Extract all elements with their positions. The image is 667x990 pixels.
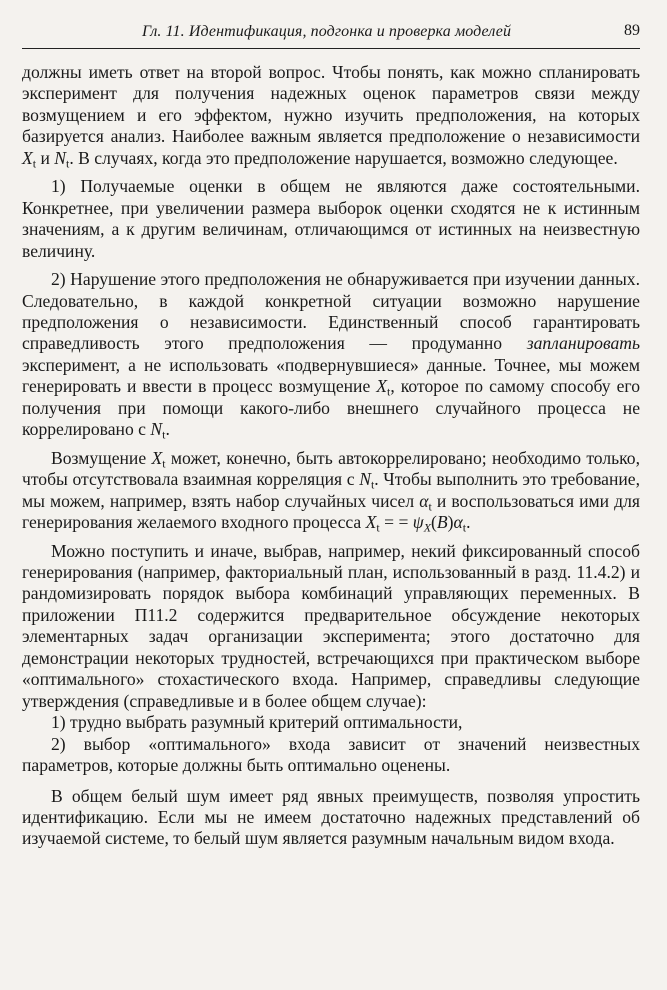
variable-alpha: α <box>419 490 429 511</box>
variable-x: X <box>376 376 388 397</box>
variable-x: X <box>151 447 163 468</box>
text-run: может, конечно, быть автокоррелировано; необходимо только, чтобы отсутствовала взаимная корреляция с <box>22 447 640 490</box>
text-run: и <box>36 147 55 168</box>
subscript: t <box>162 456 166 471</box>
paragraph-2: 1) Получаемые оценки в общем не являются даже состоятельными. Конкретнее, при увеличении размера выборок оценки сходятся не к истинным значениям, а к другим величинам, отличающимся от истинных на неизвестную величину. <box>22 176 640 261</box>
paragraph-8: В общем белый шум имеет ряд явных преимуществ, позволяя упростить идентификацию. Если мы не имеем достаточно надежных представлений об изучаемой системе, то белый шум является разумным начальным видом входа. <box>22 785 640 849</box>
text-run: 2) Нарушение этого предположения не обнаруживается при изучении данных. Следовательно, в каждой конкретной ситуации возможно нарушение предположения о независимости. Единственный способ гарантировать справедливость этого предположения — продуманно <box>22 269 640 354</box>
subscript: t <box>32 156 37 171</box>
variable-n: N <box>150 419 163 440</box>
variable-b: B <box>436 512 448 533</box>
text-run: Возмущение <box>51 447 152 468</box>
page-body <box>22 62 640 850</box>
paragraph-1 <box>22 62 640 169</box>
equals-sign: = = <box>379 512 413 533</box>
text-run: и воспользоваться ими для генерирования желаемого входного процесса <box>22 490 640 533</box>
subscript: t <box>428 498 432 513</box>
subscript: t <box>387 384 391 399</box>
text-run: . Чтобы выполнить это требование, мы можем, например, взять набор случайных чисел <box>22 469 640 511</box>
emphasis: запланировать <box>526 333 640 354</box>
text-run: должны иметь ответ на второй вопрос. Чтобы понять, как можно спланировать эксперимент для получения надежных оценок параметров связи между возмущением и его эффектом, нужно изучить предположения, на которых базируется анализ. Наиболее важным является предположение о независимости <box>22 62 640 147</box>
variable-n: N <box>54 147 67 168</box>
subscript: t <box>370 477 375 492</box>
variable-n: N <box>359 469 371 490</box>
paragraph-4 <box>22 448 640 534</box>
page-number: 89 <box>624 22 640 39</box>
subscript: X <box>423 520 432 535</box>
text-run: . <box>466 512 471 533</box>
variable-x: X <box>365 512 377 533</box>
variable-alpha: α <box>453 512 463 533</box>
paragraph-5: Можно поступить и иначе, выбрав, например, некий фиксированный способ генерирования (например, факториальный план, использованный в разд. 11.4.2) и рандомизировать порядок выбора комбинаций управляющих переменных. В приложении П11.2 содержится предварительное обсуждение некоторых элементарных задач организации эксперимента; этого достаточно для демонстрации некоторых трудностей, встречающихся при практическом выборе «оптимального» стохастического входа. Например, справедливы следующие утверждения (справедливые и в более общем случае): <box>22 540 640 711</box>
variable-psi: ψ <box>412 512 424 533</box>
subscript: t <box>162 427 166 442</box>
running-header <box>22 20 640 49</box>
text-run: , которое по самому способу его получения при помощи какого-либо внешнего случайного процесса не коррелировано с <box>22 376 640 440</box>
subscript: t <box>66 156 70 171</box>
list-item-2: 2) выбор «оптимального» входа зависит от значений неизвестных параметров, которые должны быть оптимально оценены. <box>22 733 640 776</box>
subscript: t <box>462 520 467 535</box>
paren-close: ) <box>447 512 454 533</box>
text-run: . В случаях, когда это предположение нарушается, возможно следующее. <box>69 147 618 168</box>
list-item-1: 1) трудно выбрать разумный критерий оптимальности, <box>51 712 463 733</box>
chapter-title: Гл. 11. Идентификация, подгонка и проверка моделей <box>142 23 512 40</box>
paragraph-3 <box>22 269 640 441</box>
paren-open: ( <box>431 512 437 533</box>
text-run: . <box>165 419 170 440</box>
text-run: эксперимент, а не использовать «подвернувшиеся» данные. Точнее, мы можем генерировать и ввести в процесс возмущение <box>22 354 640 397</box>
subscript: t <box>376 520 380 535</box>
variable-x: X <box>22 147 33 168</box>
